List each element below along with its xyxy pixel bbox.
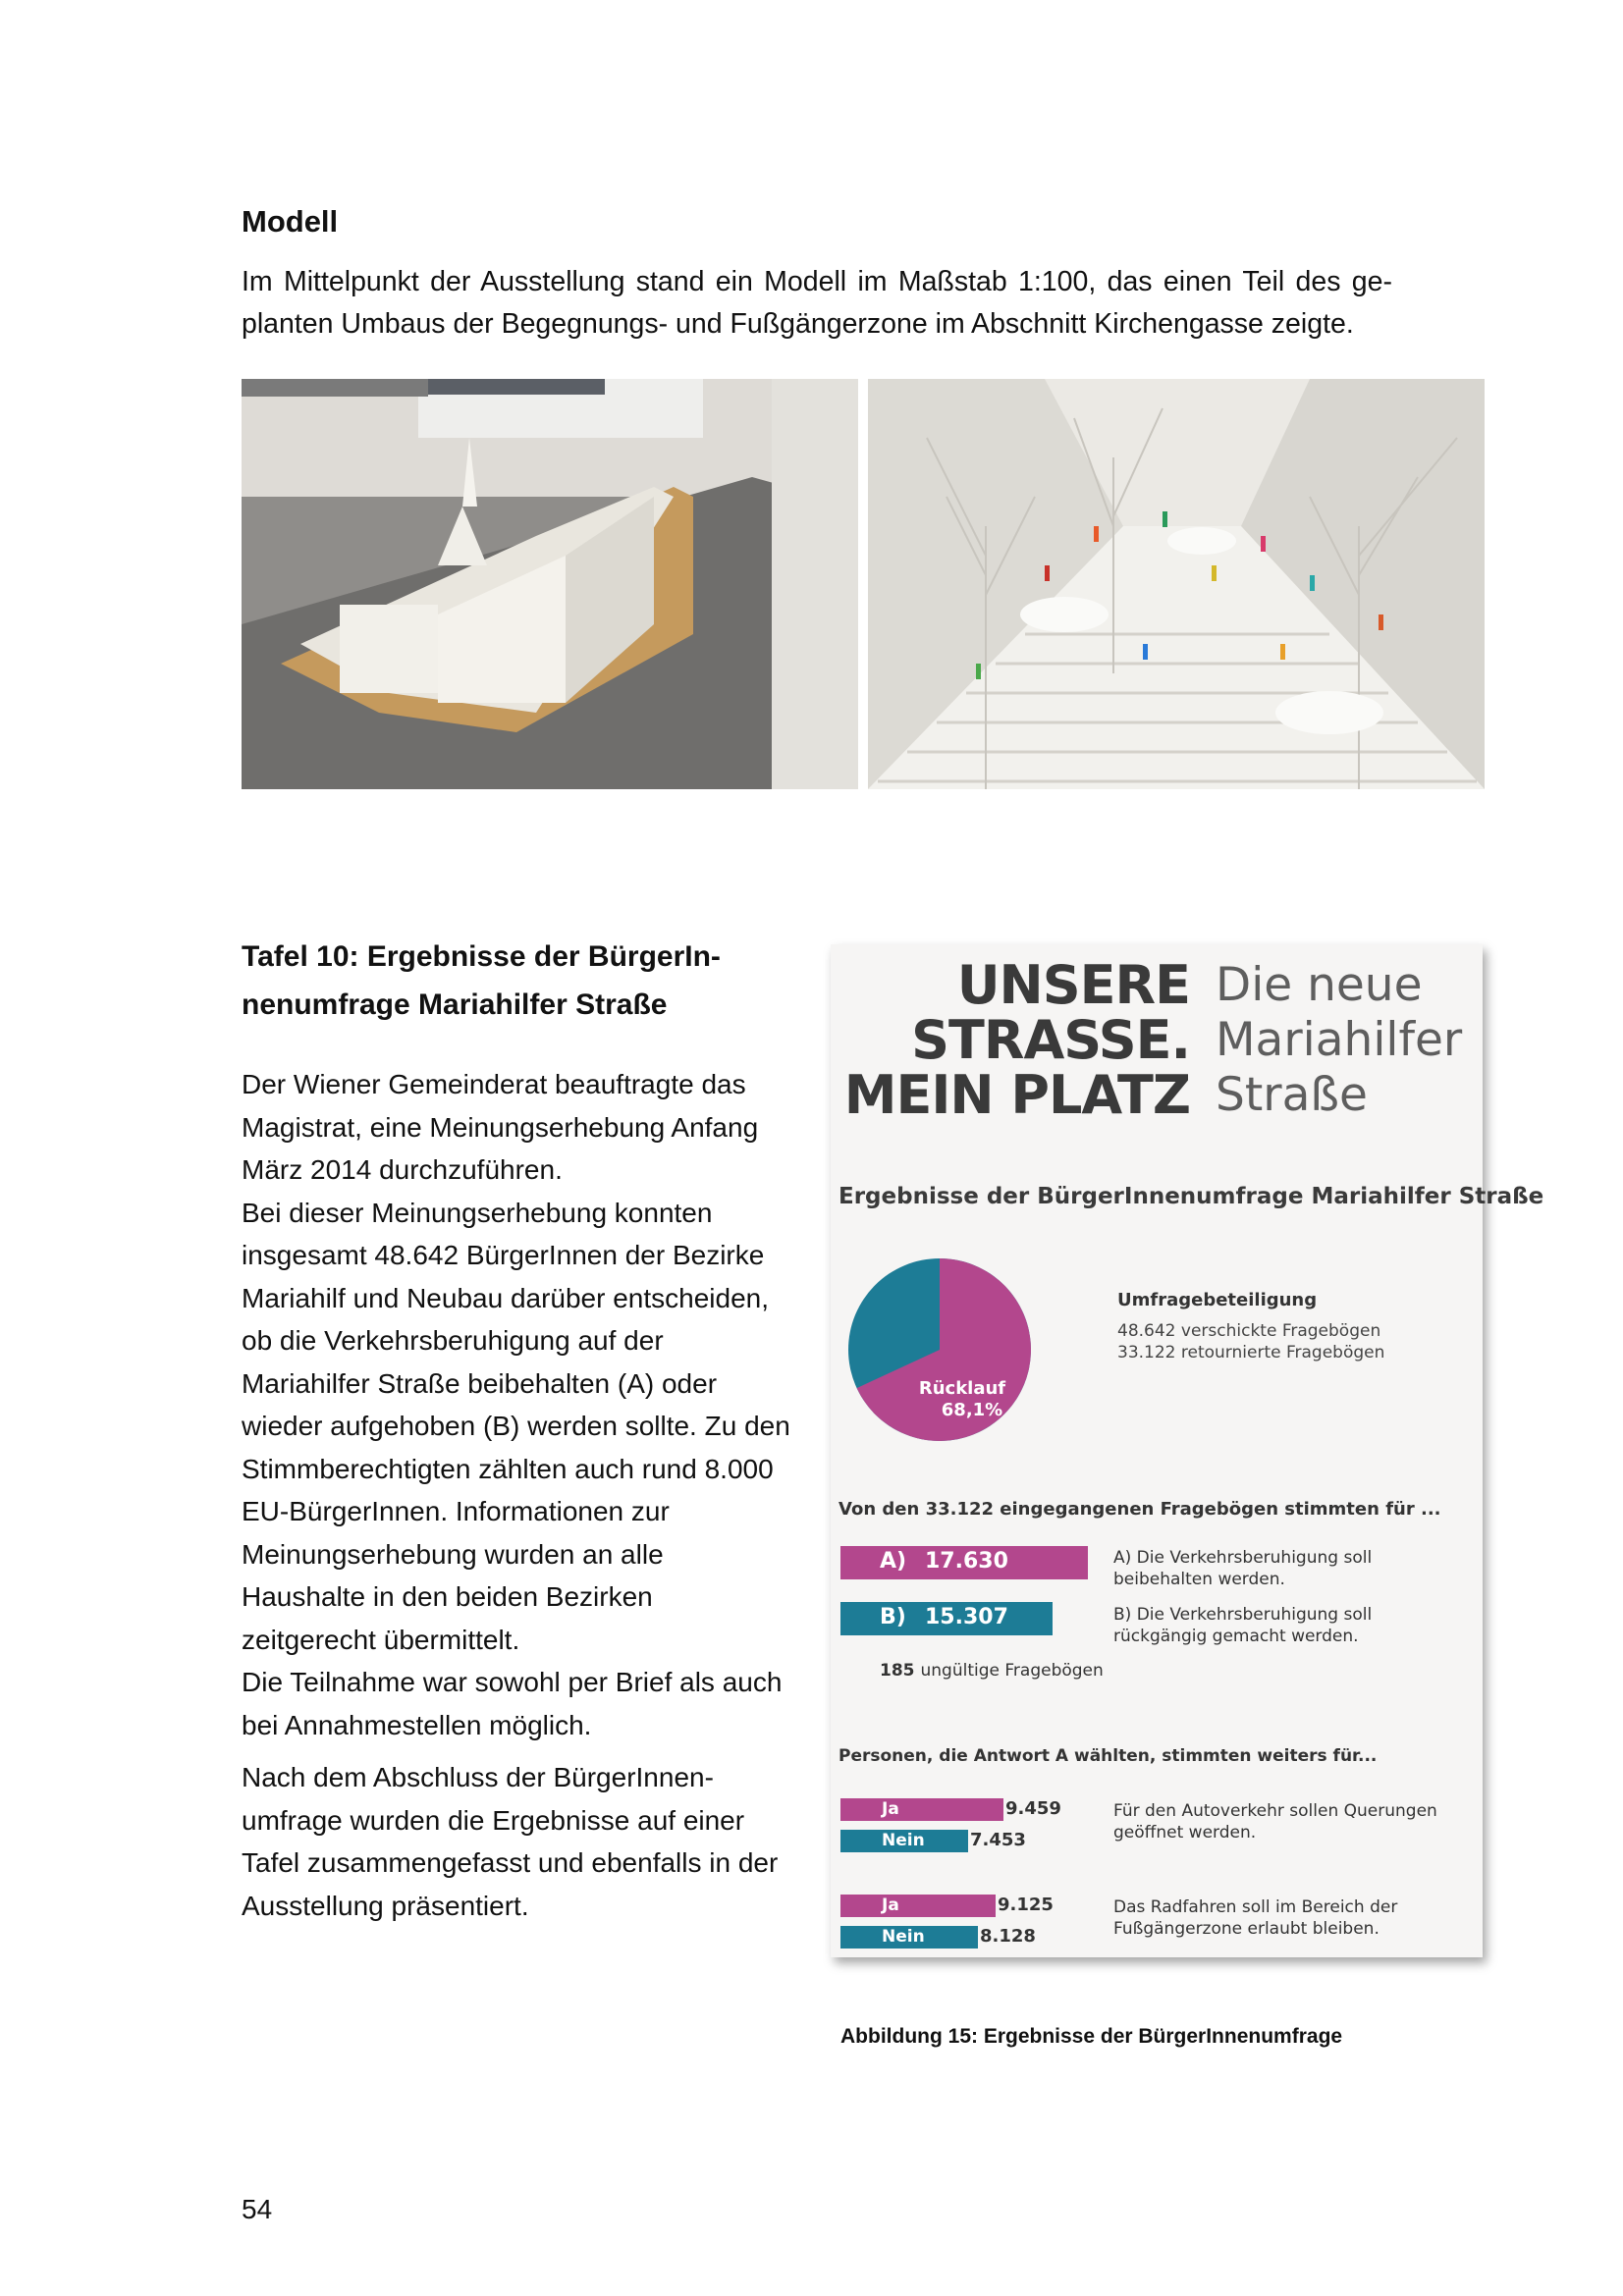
brand-light-line3: Straße bbox=[1216, 1068, 1368, 1122]
q1-nein-label: Nein bbox=[882, 1831, 925, 1850]
participation-title: Umfragebeteiligung bbox=[1117, 1290, 1318, 1310]
option-a-bar bbox=[840, 1546, 1088, 1579]
tafel-paragraph-2: Bei dieser Meinungserhebung konnten insgesamt 48.642 BürgerInnen der Bezirke Mariahilf und Neubau darüber entscheiden, ob die Verkehrsberuhigung auf der Mariahilfer Straße beibehalten (A) oder wieder aufgehoben (B) werden sollte. Zu den Stimmberechtigten zählten auch rund 8.000 EU-BürgerInnen. Informationen zur Meinungserhebung wurden an alle Haushalte in den beiden Bezirken zeitgerecht übermittelt. bbox=[242, 1197, 790, 1655]
q2-ja-label: Ja bbox=[882, 1896, 899, 1915]
option-a-letter: A) bbox=[880, 1549, 907, 1574]
tafel-paragraph-3: Die Teilnahme war sowohl per Brief als auch bei Annahmestellen möglich. bbox=[242, 1667, 783, 1740]
brand-bold-line1: UNSERE bbox=[956, 954, 1190, 1016]
modell-paragraph: Im Mittelpunkt der Ausstellung stand ein Modell im Maßstab 1:100, das einen Teil des ge-planten Umbaus der Begegnungs- und Fußgängerzone im Abschnitt Kirchengasse zeigte. bbox=[242, 266, 1392, 340]
vote-heading: Von den 33.122 eingegangenen Fragebögen stimmten für ... bbox=[839, 1499, 1441, 1520]
participation-sent: 48.642 verschickte Fragebögen bbox=[1117, 1321, 1381, 1341]
tafel-paragraph-1: Der Wiener Gemeinderat beauftragte das Magistrat, eine Meinungserhebung Anfang März 2014 durchzuführen. bbox=[242, 1069, 759, 1185]
option-a-count: 17.630 bbox=[925, 1549, 1008, 1574]
survey-results-infographic bbox=[831, 944, 1544, 1957]
tafel-paragraph-4: Nach dem Abschluss der BürgerInnen-umfrage wurden die Ergebnisse auf einer Tafel zusammengefasst und ebenfalls in der Ausstellung präsentiert. bbox=[242, 1762, 779, 1921]
return-rate-pie bbox=[846, 1256, 1033, 1443]
q1-ja-label: Ja bbox=[882, 1799, 899, 1819]
brand-light-line1: Die neue bbox=[1216, 958, 1423, 1012]
q2-ja-value: 9.125 bbox=[998, 1895, 1054, 1915]
pie-label: Rücklauf bbox=[918, 1378, 1006, 1399]
photo-model-exhibition bbox=[242, 379, 858, 789]
section-heading-modell: Modell bbox=[242, 204, 339, 239]
tafel-body-text bbox=[242, 1063, 791, 1927]
brand-bold-line3: MEIN PLATZ bbox=[843, 1064, 1190, 1126]
q2-ja-bar bbox=[840, 1895, 996, 1917]
invalid-ballots bbox=[880, 1661, 1104, 1681]
photo-model-detail bbox=[868, 379, 1485, 789]
option-b-letter: B) bbox=[880, 1605, 906, 1629]
tafel-heading-line1: Tafel 10: Ergebnisse der BürgerIn- bbox=[242, 940, 721, 973]
participation-returned: 33.122 retournierte Fragebögen bbox=[1117, 1343, 1385, 1362]
invalid-count: 185 bbox=[880, 1661, 915, 1681]
followup-heading: Personen, die Antwort A wählten, stimmten weiters für... bbox=[839, 1746, 1378, 1766]
tafel-heading-line2: nenumfrage Mariahilfer Straße bbox=[242, 988, 668, 1021]
q2-nein-label: Nein bbox=[882, 1927, 925, 1947]
q1-nein-value: 7.453 bbox=[970, 1830, 1026, 1850]
section-heading-tafel bbox=[242, 933, 791, 1029]
q2-text: Das Radfahren soll im Bereich der Fußgängerzone erlaubt bleiben. bbox=[1113, 1897, 1398, 1939]
page-number: 54 bbox=[242, 2194, 273, 2224]
option-b-count: 15.307 bbox=[925, 1605, 1008, 1629]
q1-text: Für den Autoverkehr sollen Querungen geöffnet werden. bbox=[1113, 1801, 1437, 1842]
q2-nein-value: 8.128 bbox=[980, 1926, 1036, 1947]
brand-light-line2: Mariahilfer bbox=[1216, 1013, 1463, 1067]
q1-ja-value: 9.459 bbox=[1005, 1798, 1061, 1819]
option-b-bar bbox=[840, 1602, 1053, 1635]
infographic-subtitle: Ergebnisse der BürgerInnenumfrage Mariahilfer Straße bbox=[839, 1184, 1544, 1209]
q1-nein-bar bbox=[840, 1830, 968, 1852]
brand-bold-line2: STRASSE. bbox=[911, 1009, 1190, 1071]
option-a-text: A) Die Verkehrsberuhigung soll beibehalten werden. bbox=[1113, 1548, 1373, 1589]
figure-caption: Abbildung 15: Ergebnisse der BürgerInnenumfrage bbox=[840, 2025, 1343, 2048]
q2-nein-bar bbox=[840, 1926, 978, 1949]
q1-ja-bar bbox=[840, 1798, 1003, 1821]
invalid-label: ungültige Fragebögen bbox=[920, 1661, 1104, 1681]
option-b-text: B) Die Verkehrsberuhigung soll rückgängig gemacht werden. bbox=[1113, 1605, 1373, 1646]
pie-percent-label: 68,1% bbox=[941, 1400, 1003, 1420]
